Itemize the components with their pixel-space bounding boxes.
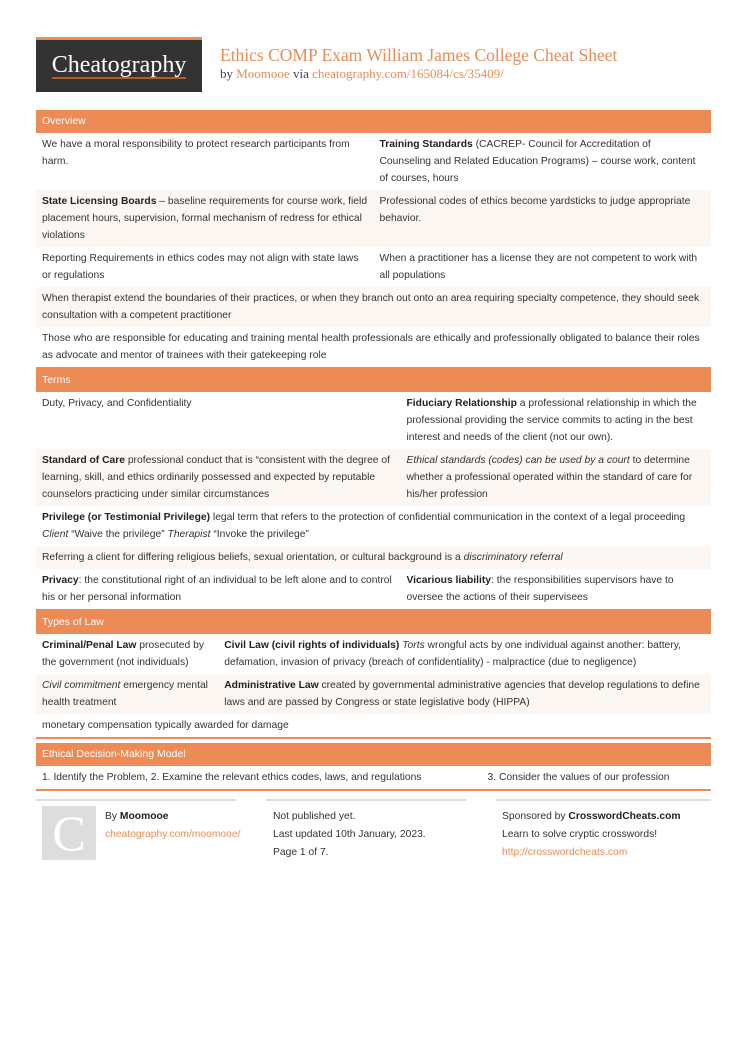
table-row: [36, 569, 711, 609]
table-cell: [218, 634, 711, 674]
term-label: Civil Law (civil rights of individuals): [224, 640, 400, 651]
cell-text: prosecuted by the government (not individuals): [42, 640, 204, 668]
author-profile-link[interactable]: cheatography.com/moomooe/: [105, 829, 241, 840]
table-cell: [36, 766, 482, 789]
section-header: Ethical Decision-Making Model: [36, 743, 711, 766]
sponsor-name: CrosswordCheats.com: [568, 811, 681, 822]
table-cell: [218, 674, 711, 714]
page-number: Page 1 of 7.: [273, 847, 329, 858]
section-terms: [36, 369, 711, 611]
section-header: Terms: [36, 369, 711, 392]
term-label: State Licensing Boards: [42, 196, 157, 207]
page-title: Ethics COMP Exam William James College Cheat Sheet: [220, 45, 618, 65]
cell-text: : the responsibilities supervisors have to oversee the actions of their supervisees: [406, 575, 674, 603]
table-row: [36, 634, 711, 674]
cell-text: : the constitutional right of an individual to be left alone and to control his or her personal information: [42, 575, 392, 603]
footer-divider: [266, 799, 466, 801]
cell-text: Ethical standards (codes) can be used by a court: [406, 455, 630, 466]
table-cell: [36, 133, 374, 190]
via-label: via: [292, 66, 309, 81]
cell-text: 3. Consider the values of our profession: [487, 772, 670, 783]
cell-text: When a practitioner has a license they are not competent to work with all populations: [379, 253, 698, 281]
term-label: Vicarious liability: [406, 575, 492, 586]
footer-sponsor: [502, 808, 681, 862]
cheatography-logo[interactable]: [36, 37, 202, 92]
cell-text: “Invoke the privilege”: [210, 529, 309, 540]
cell-text: – baseline requirements for course work, field placement hours, supervision, formal mechanism of redress for ethical violations: [42, 196, 368, 241]
term-label: Criminal/Penal Law: [42, 640, 137, 651]
table-cell: [374, 190, 712, 247]
section-types-of-law: [36, 611, 711, 739]
footer-divider: [36, 799, 236, 801]
publish-status: Not published yet.: [273, 811, 356, 822]
table-row: [36, 674, 711, 714]
cell-text: “Waive the privilege”: [68, 529, 168, 540]
cell-text: monetary compensation typically awarded for damage: [42, 720, 289, 731]
by-label: By: [105, 811, 118, 822]
table-row: [36, 766, 711, 789]
term-label: Administrative Law: [224, 680, 319, 691]
table-cell: [401, 449, 712, 506]
table-cell: [36, 190, 374, 247]
cell-text: Torts: [402, 640, 425, 651]
table-row: [36, 506, 711, 546]
cell-text: legal term that refers to the protection of confidential communication in the context of a legal proceeding: [210, 512, 686, 523]
table-cell: [36, 569, 401, 609]
author-link[interactable]: Moomooe: [236, 66, 290, 81]
cell-text: Those who are responsible for educating and training mental health professionals are ethically and professionally obligated to balance their roles as advocate and mentor of trainees with their gatekeeping role: [42, 333, 700, 361]
cell-text: Civil commitment: [42, 680, 121, 691]
table-cell: [36, 674, 218, 714]
cell-text: wrongful acts by one individual against another: battery, defamation, invasion of privacy (breach of confidentiality) - malpractice (due to negligence): [224, 640, 681, 668]
last-updated: Last updated 10th January, 2023.: [273, 829, 426, 840]
table-cell: [482, 766, 712, 789]
cell-text: (CACREP- Council for Accreditation of Counseling and Related Education Programs) – course work, content of courses, hours: [379, 139, 696, 184]
cell-text: to determine whether a professional operated within the standard of care for his/her profession: [406, 455, 693, 500]
sponsor-link[interactable]: http://crosswordcheats.com: [502, 847, 628, 858]
table-cell: [36, 327, 711, 367]
term-label: Standard of Care: [42, 455, 125, 466]
table-row: [36, 327, 711, 367]
table-cell: [36, 449, 401, 506]
cell-text: Referring a client for differing religious beliefs, sexual orientation, or cultural background is a: [42, 552, 464, 563]
cell-text: Duty, Privacy, and Confidentiality: [42, 398, 192, 409]
cell-text: a professional relationship in which the professional providing the service commits to acting in the best interest and needs of the client (not our own).: [406, 398, 697, 443]
table-row: [36, 287, 711, 327]
sponsor-tagline: Learn to solve cryptic crosswords!: [502, 829, 658, 840]
author-name: Moomooe: [119, 811, 169, 822]
table-cell: [36, 634, 218, 674]
sheet-url-link[interactable]: cheatography.com/165084/cs/35409/: [312, 66, 504, 81]
byline: [220, 66, 504, 82]
by-label: by: [220, 66, 233, 81]
section-header: Types of Law: [36, 611, 711, 634]
term-label: Privilege (or Testimonial Privilege): [42, 512, 211, 523]
table-row: [36, 449, 711, 506]
section-ethical-decision-making-model: [36, 743, 711, 791]
table-row: [36, 133, 711, 190]
author-avatar: C: [42, 806, 96, 860]
table-cell: [36, 506, 711, 546]
table-row: [36, 392, 711, 449]
section-overview: [36, 110, 711, 369]
table-row: [36, 190, 711, 247]
footer-publish-info: [273, 808, 426, 862]
footer-author: [105, 808, 240, 844]
cell-text: When therapist extend the boundaries of their practices, or when they branch out onto an area requiring specialty competence, they should seek consultation with a competent practitioner: [42, 293, 700, 321]
logo-text: Cheatography: [51, 52, 187, 78]
table-row: [36, 247, 711, 287]
table-cell: [401, 569, 712, 609]
cell-text: professional conduct that is “consistent with the degree of learning, skill, and ethics ordinarily possessed and expected by reputable counselors practicing under similar circumstances: [42, 455, 390, 500]
table-cell: [374, 133, 712, 190]
cell-text: discriminatory referral: [463, 552, 563, 563]
cell-text: 1. Identify the Problem, 2. Examine the relevant ethics codes, laws, and regulations: [42, 772, 422, 783]
cell-text: Reporting Requirements in ethics codes may not align with state laws or regulations: [42, 253, 359, 281]
cell-text: Professional codes of ethics become yardsticks to judge appropriate behavior.: [379, 196, 691, 224]
cell-text: Client: [42, 529, 69, 540]
table-cell: [36, 287, 711, 327]
footer-divider: [496, 799, 711, 801]
section-header: Overview: [36, 110, 711, 133]
cell-text: Therapist: [167, 529, 211, 540]
cell-text: emergency mental health treatment: [42, 680, 208, 708]
cell-text: We have a moral responsibility to protect research participants from harm.: [42, 139, 350, 167]
table-cell: [374, 247, 712, 287]
table-cell: [36, 546, 711, 569]
term-label: Training Standards: [379, 139, 473, 150]
cell-text: created by governmental administrative agencies that develop regulations to define laws and are passed by Congress or state legislative body (HIPPA): [224, 680, 700, 708]
sponsored-label: Sponsored by: [502, 811, 566, 822]
table-cell: [36, 392, 401, 449]
table-row: [36, 546, 711, 569]
table-cell: [36, 714, 711, 737]
table-cell: [401, 392, 712, 449]
term-label: Fiduciary Relationship: [406, 398, 517, 409]
term-label: Privacy: [42, 575, 79, 586]
table-cell: [36, 247, 374, 287]
table-row: [36, 714, 711, 737]
